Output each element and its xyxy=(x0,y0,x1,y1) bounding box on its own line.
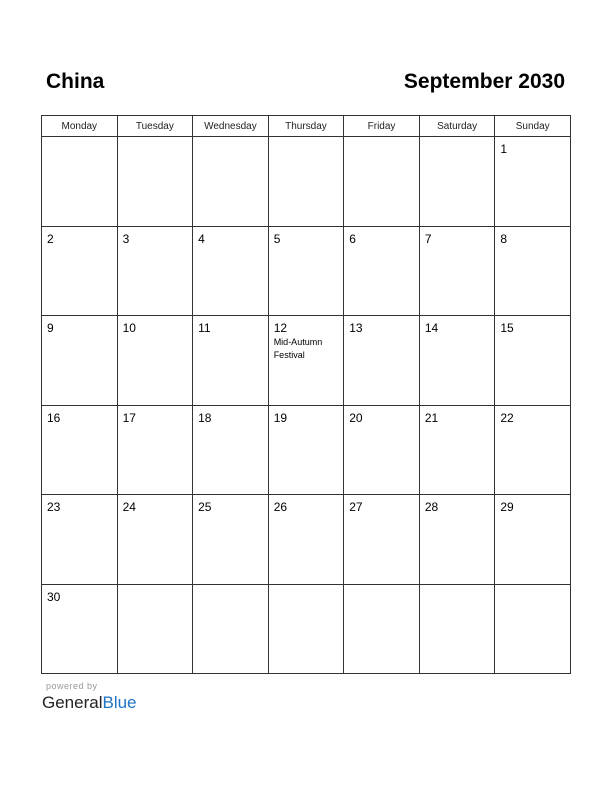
day-cell xyxy=(344,405,420,495)
day-cell xyxy=(495,584,571,674)
weekday-header: Monday xyxy=(42,116,118,137)
day-cell xyxy=(344,137,420,227)
generalblue-logo[interactable] xyxy=(42,693,137,713)
day-cell xyxy=(117,405,193,495)
day-cell xyxy=(42,316,118,406)
weekday-header: Wednesday xyxy=(193,116,269,137)
week-row xyxy=(42,584,571,674)
day-cell xyxy=(495,495,571,585)
weekday-header: Thursday xyxy=(268,116,344,137)
day-cell xyxy=(42,226,118,316)
day-number: 17 xyxy=(122,410,136,425)
day-cell xyxy=(344,495,420,585)
weekday-header: Sunday xyxy=(495,116,571,137)
day-number: 5 xyxy=(273,231,281,246)
day-cell xyxy=(268,316,344,406)
day-cell xyxy=(495,137,571,227)
week-row xyxy=(42,495,571,585)
brand-blue-text: Blue xyxy=(102,693,137,712)
day-cell xyxy=(117,584,193,674)
day-cell xyxy=(419,316,495,406)
day-number: 9 xyxy=(47,321,54,335)
week-row xyxy=(42,405,571,495)
day-number: 18 xyxy=(198,410,212,425)
day-cell xyxy=(42,584,118,674)
day-number: 25 xyxy=(198,500,212,514)
day-number: 27 xyxy=(349,500,363,514)
powered-by-text: powered by xyxy=(46,681,98,691)
day-number: 21 xyxy=(424,410,439,425)
day-number: 24 xyxy=(122,500,136,514)
day-number: 28 xyxy=(424,500,439,514)
day-number: 7 xyxy=(424,231,432,246)
day-cell xyxy=(42,405,118,495)
holiday-label: Mid-Autumn Festival xyxy=(273,337,323,360)
day-cell xyxy=(117,316,193,406)
day-cell xyxy=(495,226,571,316)
country-title: China xyxy=(46,70,105,93)
day-cell xyxy=(268,137,344,227)
day-cell xyxy=(344,584,420,674)
day-cell xyxy=(193,316,269,406)
day-cell xyxy=(495,316,571,406)
month-title: September 2030 xyxy=(403,70,565,93)
day-cell xyxy=(117,495,193,585)
day-cell xyxy=(193,137,269,227)
weekday-header-row xyxy=(42,116,571,137)
day-number: 16 xyxy=(47,410,61,425)
day-cell xyxy=(419,226,495,316)
day-cell xyxy=(344,316,420,406)
day-number: 8 xyxy=(500,231,508,246)
day-cell xyxy=(117,226,193,316)
day-number: 14 xyxy=(424,321,439,335)
day-number: 29 xyxy=(500,500,514,514)
day-number: 11 xyxy=(198,321,211,335)
day-number: 4 xyxy=(198,231,205,246)
day-number: 12 xyxy=(273,321,288,335)
day-cell xyxy=(419,405,495,495)
day-number: 13 xyxy=(349,321,363,335)
day-cell xyxy=(268,495,344,585)
day-number: 26 xyxy=(273,500,288,514)
week-row xyxy=(42,137,571,227)
calendar-grid xyxy=(41,115,571,674)
day-number: 2 xyxy=(47,231,54,246)
day-cell xyxy=(419,137,495,227)
day-cell xyxy=(268,584,344,674)
weekday-header: Saturday xyxy=(419,116,495,137)
day-number: 3 xyxy=(122,231,130,246)
day-number: 1 xyxy=(500,142,508,156)
day-cell xyxy=(193,226,269,316)
day-cell xyxy=(193,495,269,585)
day-cell xyxy=(419,495,495,585)
day-cell xyxy=(193,405,269,495)
day-number: 6 xyxy=(349,231,356,246)
day-number: 10 xyxy=(122,321,136,335)
day-cell xyxy=(344,226,420,316)
weekday-header: Friday xyxy=(344,116,420,137)
week-row xyxy=(42,226,571,316)
week-row xyxy=(42,316,571,406)
day-cell xyxy=(419,584,495,674)
brand-general-text: General xyxy=(42,693,103,712)
day-number: 15 xyxy=(500,321,514,335)
day-cell xyxy=(268,226,344,316)
day-number: 23 xyxy=(47,500,61,514)
day-cell xyxy=(268,405,344,495)
day-cell xyxy=(495,405,571,495)
weekday-header: Tuesday xyxy=(117,116,193,137)
day-number: 22 xyxy=(500,410,514,425)
day-number: 19 xyxy=(273,410,288,425)
day-number: 30 xyxy=(47,589,61,604)
day-cell xyxy=(193,584,269,674)
day-cell xyxy=(42,495,118,585)
day-cell xyxy=(42,137,118,227)
day-number: 20 xyxy=(349,410,363,425)
day-cell xyxy=(117,137,193,227)
